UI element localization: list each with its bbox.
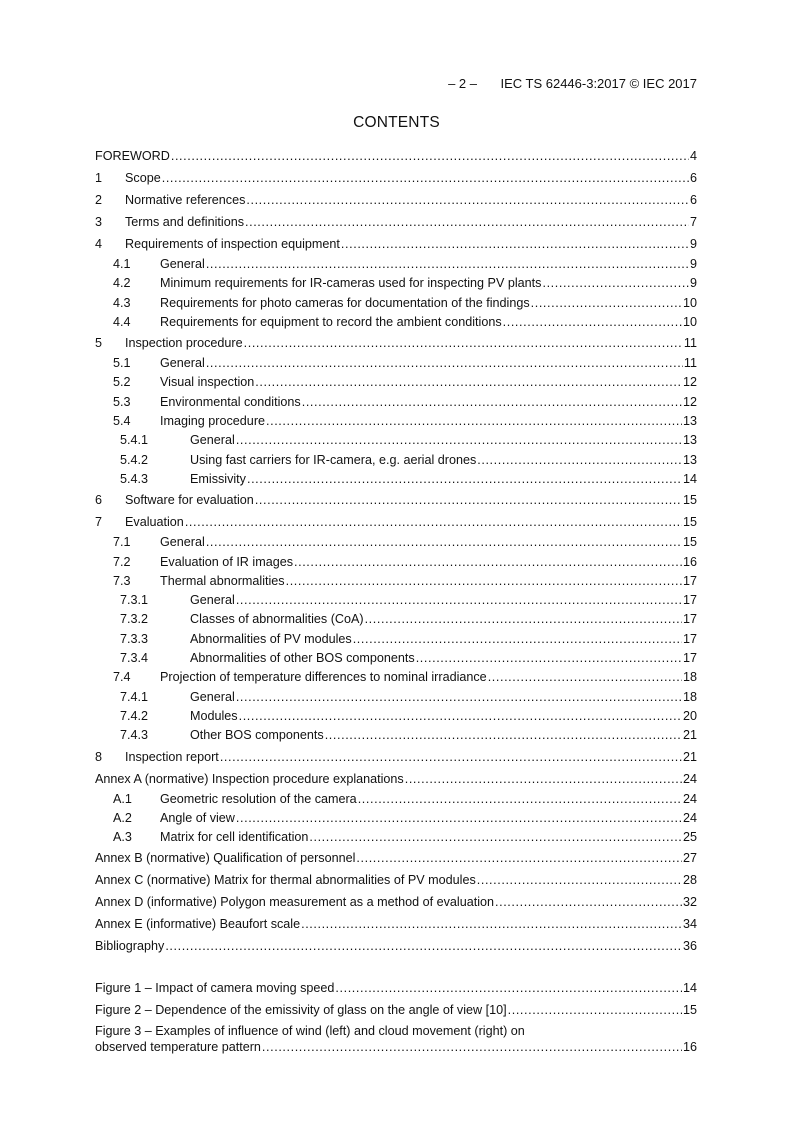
dot-leader <box>508 999 682 1021</box>
toc-entry[interactable] <box>95 255 697 274</box>
dot-leader <box>255 373 682 392</box>
toc-entry-number: 4.2 <box>113 276 131 291</box>
toc-entry-page: 12 <box>682 394 697 409</box>
toc-entry-page: 34 <box>682 917 697 932</box>
dot-leader <box>531 294 682 313</box>
toc-entry[interactable] <box>95 274 697 293</box>
dot-leader <box>206 354 683 373</box>
toc-entry-page: 17 <box>682 651 697 666</box>
table-of-contents <box>95 145 697 957</box>
figure-entry-title: Figure 1 – Impact of camera moving speed <box>95 981 335 995</box>
dot-leader <box>488 668 682 687</box>
toc-entry[interactable] <box>95 470 697 489</box>
toc-entry-title: Imaging procedure <box>160 414 266 429</box>
toc-entry-number: 7.4.3 <box>120 728 149 743</box>
toc-entry-page: 15 <box>682 535 697 550</box>
dot-leader <box>416 649 682 668</box>
figure-entry-page: 16 <box>682 1040 697 1054</box>
toc-entry-page: 12 <box>682 375 697 390</box>
toc-entry[interactable] <box>95 233 697 255</box>
toc-entry-title: Emissivity <box>190 471 246 486</box>
toc-entry-number: 8 <box>95 749 103 764</box>
toc-entry[interactable] <box>95 332 697 354</box>
toc-entry-title: General <box>160 356 205 371</box>
toc-entry-title: FOREWORD <box>95 149 170 163</box>
figure-entry[interactable] <box>95 977 697 999</box>
toc-entry-title: General <box>190 433 235 448</box>
toc-entry-page: 7 <box>689 215 697 229</box>
dot-leader <box>236 591 682 610</box>
toc-entry[interactable] <box>95 935 697 957</box>
toc-entry-page: 17 <box>682 573 697 588</box>
figure-entry[interactable] <box>95 1039 697 1055</box>
toc-entry-number: 5 <box>95 336 103 351</box>
toc-entry-title: Annex A (normative) Inspection procedure explanations <box>95 771 404 786</box>
toc-entry-title: Annex E (informative) Beaufort scale <box>95 917 301 932</box>
toc-entry-title: General <box>190 689 235 704</box>
toc-entry[interactable] <box>95 393 697 412</box>
toc-entry-title: Abnormalities of PV modules <box>190 631 352 646</box>
toc-entry-page: 9 <box>689 237 697 251</box>
toc-entry-page: 20 <box>682 708 697 723</box>
toc-entry[interactable] <box>95 373 697 392</box>
toc-entry[interactable] <box>95 431 697 450</box>
dot-leader <box>286 572 682 591</box>
toc-entry-number: A.1 <box>113 791 132 806</box>
dot-leader <box>353 630 682 649</box>
toc-entry-number: 4.4 <box>113 314 131 329</box>
toc-entry-number: 4.3 <box>113 295 131 310</box>
toc-entry-page: 18 <box>682 670 697 685</box>
toc-entry-number: 5.4.3 <box>120 471 149 486</box>
toc-entry[interactable] <box>95 768 697 790</box>
figure-entry-title: Figure 2 – Dependence of the emissivity of glass on the angle of view [10] <box>95 1003 507 1017</box>
toc-entry-title: Modules <box>190 708 238 723</box>
toc-entry-number: 4 <box>95 237 103 251</box>
dot-leader <box>301 913 682 935</box>
toc-entry-title: Minimum requirements for IR-cameras used for inspecting PV plants <box>160 276 542 291</box>
toc-entry-page: 21 <box>682 749 697 764</box>
toc-entry-page: 11 <box>683 336 697 351</box>
toc-entry-title: Classes of abnormalities (CoA) <box>190 612 364 627</box>
toc-entry-title: Using fast carriers for IR-camera, e.g. aerial drones <box>190 452 477 467</box>
toc-entry-title: Terms and definitions <box>125 215 245 229</box>
toc-entry-page: 10 <box>682 295 697 310</box>
toc-entry[interactable] <box>95 591 697 610</box>
figure-entry[interactable] <box>95 999 697 1021</box>
dot-leader <box>294 553 682 572</box>
toc-entry[interactable] <box>95 891 697 913</box>
toc-entry[interactable] <box>95 572 697 591</box>
figure-entry-title[interactable]: Figure 3 – Examples of influence of wind (left) and cloud movement (right) on <box>95 1024 525 1038</box>
toc-entry-title: Normative references <box>125 193 246 207</box>
dot-leader <box>165 935 682 957</box>
toc-entry-title: Annex C (normative) Matrix for thermal abnormalities of PV modules <box>95 873 476 888</box>
toc-entry-number: A.2 <box>113 810 132 825</box>
dot-leader <box>503 313 682 332</box>
toc-entry[interactable] <box>95 869 697 891</box>
toc-entry-page: 10 <box>682 314 697 329</box>
toc-entry-title: Thermal abnormalities <box>160 573 285 588</box>
toc-entry-page: 17 <box>682 593 697 608</box>
toc-entry-number: 7.3.1 <box>120 593 149 608</box>
toc-entry-page: 15 <box>682 515 697 530</box>
toc-entry[interactable] <box>95 511 697 533</box>
toc-entry-number: 7.3.2 <box>120 612 149 627</box>
toc-entry-number: 7 <box>95 515 103 530</box>
toc-entry[interactable] <box>95 630 697 649</box>
toc-entry[interactable] <box>95 913 697 935</box>
toc-entry-title: General <box>160 257 205 271</box>
dot-leader <box>335 977 682 999</box>
toc-entry-page: 6 <box>689 193 697 207</box>
toc-entry-title: Scope <box>125 171 161 185</box>
toc-entry-number: 7.4.2 <box>120 708 149 723</box>
page-number: – 2 – <box>448 76 477 91</box>
toc-entry-page: 4 <box>689 149 697 163</box>
toc-entry-number: 7.4.1 <box>120 689 149 704</box>
toc-entry-number: 3 <box>95 215 103 229</box>
toc-entry-title: Bibliography <box>95 939 165 954</box>
dot-leader <box>239 707 682 726</box>
toc-entry-number: 5.4 <box>113 414 131 429</box>
dot-leader <box>266 412 682 431</box>
toc-entry-number: A.3 <box>113 830 132 845</box>
toc-entry-page: 21 <box>682 728 697 743</box>
toc-entry[interactable] <box>95 746 697 768</box>
toc-entry-title: Matrix for cell identification <box>160 830 309 845</box>
toc-entry[interactable] <box>95 726 697 745</box>
toc-entry[interactable] <box>95 167 697 189</box>
toc-entry[interactable] <box>95 354 697 373</box>
toc-entry-number: 5.2 <box>113 375 131 390</box>
toc-entry-title: Annex D (informative) Polygon measurement as a method of evaluation <box>95 895 495 910</box>
toc-entry-title: Evaluation <box>125 515 184 530</box>
dot-leader <box>247 470 682 489</box>
toc-entry[interactable] <box>95 649 697 668</box>
toc-entry-title: Geometric resolution of the camera <box>160 791 357 806</box>
toc-entry[interactable] <box>95 688 697 707</box>
dot-leader <box>262 1039 682 1055</box>
dot-leader <box>162 167 689 189</box>
dot-leader <box>236 809 682 828</box>
toc-entry-page: 14 <box>682 471 697 486</box>
toc-entry-title: Annex B (normative) Qualification of personnel <box>95 851 356 866</box>
toc-entry[interactable] <box>95 313 697 332</box>
toc-entry-title: Software for evaluation <box>125 493 254 508</box>
toc-entry-page: 24 <box>682 771 697 786</box>
document-id: IEC TS 62446-3:2017 © IEC 2017 <box>500 76 697 91</box>
dot-leader <box>358 790 682 809</box>
dot-leader <box>236 431 682 450</box>
toc-entry-number: 5.1 <box>113 356 131 371</box>
toc-entry-page: 24 <box>682 810 697 825</box>
dot-leader <box>206 255 689 274</box>
toc-entry[interactable] <box>95 707 697 726</box>
toc-entry-title: Evaluation of IR images <box>160 554 294 569</box>
toc-entry-page: 9 <box>689 257 697 271</box>
list-of-figures <box>95 977 697 1055</box>
toc-entry-page: 18 <box>682 689 697 704</box>
toc-entry-number: 2 <box>95 193 103 207</box>
toc-entry-number: 6 <box>95 493 103 508</box>
toc-entry-number: 7.3.4 <box>120 651 149 666</box>
figure-entry-page: 15 <box>682 1003 697 1017</box>
dot-leader <box>325 726 682 745</box>
toc-entry-title: General <box>160 535 205 550</box>
toc-entry-page: 13 <box>682 414 697 429</box>
toc-entry[interactable] <box>95 809 697 828</box>
toc-entry-title: Requirements for photo cameras for documentation of the findings <box>160 295 530 310</box>
dot-leader <box>220 746 682 768</box>
page-header <box>448 76 697 91</box>
dot-leader <box>206 533 682 552</box>
toc-entry-page: 9 <box>689 276 697 291</box>
dot-leader <box>542 274 689 293</box>
toc-entry-page: 6 <box>689 171 697 185</box>
toc-entry-title: Environmental conditions <box>160 394 301 409</box>
toc-entry-number: 5.3 <box>113 394 131 409</box>
toc-entry-number: 7.1 <box>113 535 131 550</box>
toc-entry-title: Requirements of inspection equipment <box>125 237 340 251</box>
toc-entry[interactable] <box>95 610 697 629</box>
contents-title: CONTENTS <box>353 114 440 131</box>
toc-entry-title: Inspection report <box>125 749 219 764</box>
figure-entry-page: 14 <box>682 981 697 995</box>
toc-entry-title: General <box>190 593 235 608</box>
toc-entry-title: Visual inspection <box>160 375 255 390</box>
toc-entry-page: 36 <box>682 939 697 954</box>
toc-entry-number: 4.1 <box>113 257 131 271</box>
dot-leader <box>171 145 689 167</box>
dot-leader <box>477 869 682 891</box>
toc-entry-page: 16 <box>682 554 697 569</box>
dot-leader <box>244 332 683 354</box>
toc-entry-title: Requirements for equipment to record the ambient conditions <box>160 314 502 329</box>
dot-leader <box>356 847 682 869</box>
toc-entry[interactable] <box>95 145 697 167</box>
figure-entry-title-continued: observed temperature pattern <box>95 1040 261 1054</box>
toc-entry-title: Inspection procedure <box>125 336 243 351</box>
toc-entry[interactable] <box>95 294 697 313</box>
toc-entry[interactable] <box>95 211 697 233</box>
toc-entry[interactable] <box>95 412 697 431</box>
toc-entry-page: 32 <box>682 895 697 910</box>
dot-leader <box>236 688 682 707</box>
toc-entry[interactable] <box>95 451 697 470</box>
dot-leader <box>365 610 682 629</box>
toc-entry-number: 5.4.1 <box>120 433 149 448</box>
toc-entry[interactable] <box>95 489 697 511</box>
toc-entry[interactable] <box>95 189 697 211</box>
toc-entry-page: 17 <box>682 631 697 646</box>
dot-leader <box>246 189 689 211</box>
toc-entry-number: 7.4 <box>113 670 131 685</box>
toc-entry[interactable] <box>95 533 697 552</box>
toc-entry-page: 17 <box>682 612 697 627</box>
toc-entry-number: 5.4.2 <box>120 452 149 467</box>
toc-entry-page: 13 <box>682 452 697 467</box>
toc-entry[interactable] <box>95 668 697 687</box>
toc-entry-title: Abnormalities of other BOS components <box>190 651 415 666</box>
toc-entry-number: 7.2 <box>113 554 131 569</box>
toc-entry-title: Angle of view <box>160 810 235 825</box>
dot-leader <box>309 828 682 847</box>
dot-leader <box>255 489 682 511</box>
dot-leader <box>245 211 689 233</box>
toc-entry-page: 27 <box>682 851 697 866</box>
toc-entry[interactable] <box>95 790 697 809</box>
dot-leader <box>405 768 682 790</box>
toc-entry-page: 11 <box>683 356 697 371</box>
dot-leader <box>495 891 682 913</box>
dot-leader <box>341 233 689 255</box>
dot-leader <box>302 393 682 412</box>
toc-entry-page: 24 <box>682 791 697 806</box>
toc-entry[interactable] <box>95 828 697 847</box>
toc-entry-number: 7.3 <box>113 573 131 588</box>
toc-entry-page: 15 <box>682 493 697 508</box>
toc-entry-page: 13 <box>682 433 697 448</box>
toc-entry-number: 1 <box>95 171 103 185</box>
toc-entry-number: 7.3.3 <box>120 631 149 646</box>
toc-entry-title: Projection of temperature differences to nominal irradiance <box>160 670 487 685</box>
toc-entry-page: 25 <box>682 830 697 845</box>
toc-entry-title: Other BOS components <box>190 728 324 743</box>
toc-entry-page: 28 <box>682 873 697 888</box>
toc-entry[interactable] <box>95 847 697 869</box>
dot-leader <box>477 451 682 470</box>
dot-leader <box>185 511 682 533</box>
toc-entry[interactable] <box>95 553 697 572</box>
